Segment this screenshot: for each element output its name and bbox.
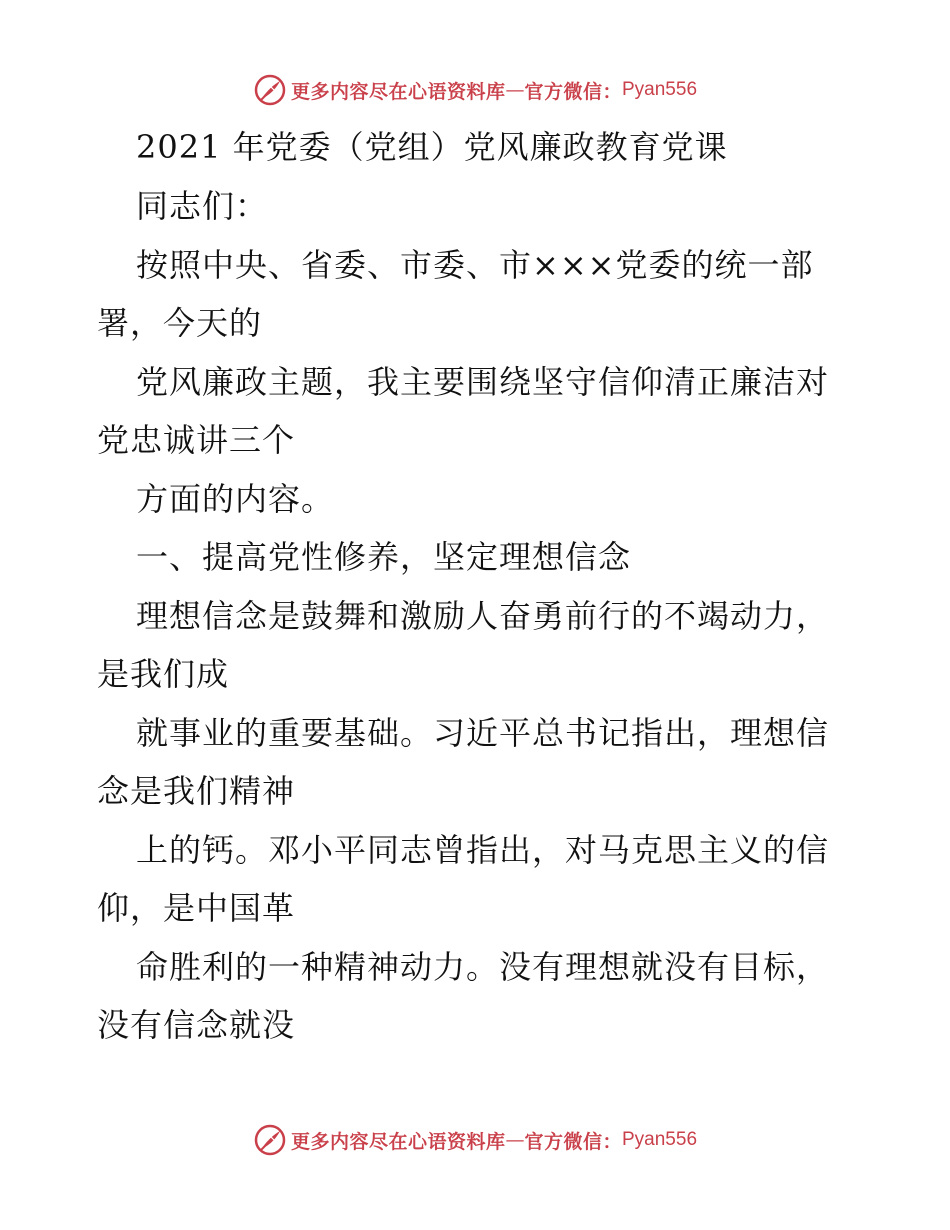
text-line: 按照中央、省委、市委、市×××党委的统一部 <box>136 246 814 284</box>
feather-quill-icon <box>253 73 287 107</box>
text-line: 是我们成 <box>97 655 230 693</box>
banner-contact-label: 官方微信： <box>524 80 622 103</box>
text-line: 党风廉政主题，我主要围绕坚守信仰清正廉洁对 <box>136 363 830 401</box>
document-title: 2021 年党委（党组）党风廉政教育党课 <box>136 128 728 166</box>
header-banner <box>0 70 950 110</box>
text-line: 没有信念就没 <box>97 1006 296 1044</box>
banner-contact-id: Pyan556 <box>622 79 698 100</box>
section-heading: 一、提高党性修养，坚定理想信念 <box>136 538 632 576</box>
banner-dash: — <box>505 79 525 101</box>
text-line: 上的钙。邓小平同志曾指出，对马克思主义的信 <box>136 831 830 869</box>
banner-text: 更多内容尽在心语资料库 <box>290 80 506 103</box>
text-line: 党忠诚讲三个 <box>97 421 296 459</box>
text-line: 仰，是中国革 <box>97 889 296 927</box>
text-line: 方面的内容。 <box>136 480 335 518</box>
text-line: 署，今天的 <box>97 304 263 342</box>
text-line: 理想信念是鼓舞和激励人奋勇前行的不竭动力， <box>136 597 830 635</box>
text-line: 就事业的重要基础。习近平总书记指出，理想信 <box>136 714 830 752</box>
footer-banner <box>0 1120 950 1160</box>
banner-dash: — <box>505 1129 525 1151</box>
text-line: 同志们： <box>136 187 269 225</box>
banner-contact-id: Pyan556 <box>622 1129 698 1150</box>
banner-contact-label: 官方微信： <box>524 1130 622 1153</box>
text-line: 命胜利的一种精神动力。没有理想就没有目标， <box>136 948 830 986</box>
text-line: 念是我们精神 <box>97 772 296 810</box>
banner-text: 更多内容尽在心语资料库 <box>290 1130 506 1153</box>
feather-quill-icon <box>253 1123 287 1157</box>
